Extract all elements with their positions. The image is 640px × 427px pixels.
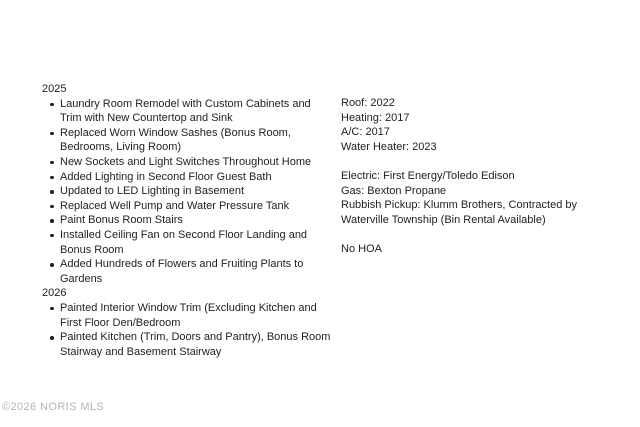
- list-item: Added Lighting in Second Floor Guest Bath: [60, 170, 332, 185]
- list-item: Updated to LED Lighting in Basement: [60, 184, 332, 199]
- list-item: Replaced Worn Window Sashes (Bonus Room, Bedrooms, Living Room): [60, 126, 332, 155]
- gas-provider: Gas: Bexton Propane: [341, 184, 447, 197]
- mls-watermark: ©2026 NORIS MLS: [2, 401, 105, 413]
- electric-provider: Electric: First Energy/Toledo Edison: [341, 169, 515, 182]
- hoa-status: No HOA: [341, 242, 382, 255]
- year-heading-2025: 2025: [42, 83, 67, 95]
- ac-age: A/C: 2017: [341, 126, 390, 139]
- list-item: Painted Interior Window Trim (Excluding Kitchen and First Floor Den/Bedroom: [60, 301, 332, 330]
- list-item: Installed Ceiling Fan on Second Floor Landing and Bonus Room: [60, 228, 332, 257]
- list-item: New Sockets and Light Switches Throughout Home: [60, 155, 332, 170]
- heating-age: Heating: 2017: [341, 111, 410, 124]
- list-item: Paint Bonus Room Stairs: [60, 213, 332, 228]
- list-item: Replaced Well Pump and Water Pressure Tank: [60, 199, 332, 214]
- spacer: [341, 227, 621, 242]
- updates-2025-list: [42, 97, 332, 287]
- rubbish-provider: Rubbish Pickup: Klumm Brothers, Contracted by Waterville Township (Bin Rental Available): [341, 199, 577, 226]
- list-item: Added Hundreds of Flowers and Fruiting Plants to Gardens: [60, 257, 332, 286]
- property-details: [341, 96, 621, 257]
- year-heading-2026: 2026: [42, 287, 67, 300]
- water-heater-age: Water Heater: 2023: [341, 140, 437, 153]
- spacer: [341, 154, 621, 169]
- updates-2026-list: [42, 301, 332, 359]
- roof-age: Roof: 2022: [341, 97, 395, 109]
- list-item: Laundry Room Remodel with Custom Cabinets and Trim with New Countertop and Sink: [60, 97, 332, 126]
- updates-list: [42, 82, 332, 359]
- list-item: Painted Kitchen (Trim, Doors and Pantry), Bonus Room Stairway and Basement Stairway: [60, 331, 331, 358]
